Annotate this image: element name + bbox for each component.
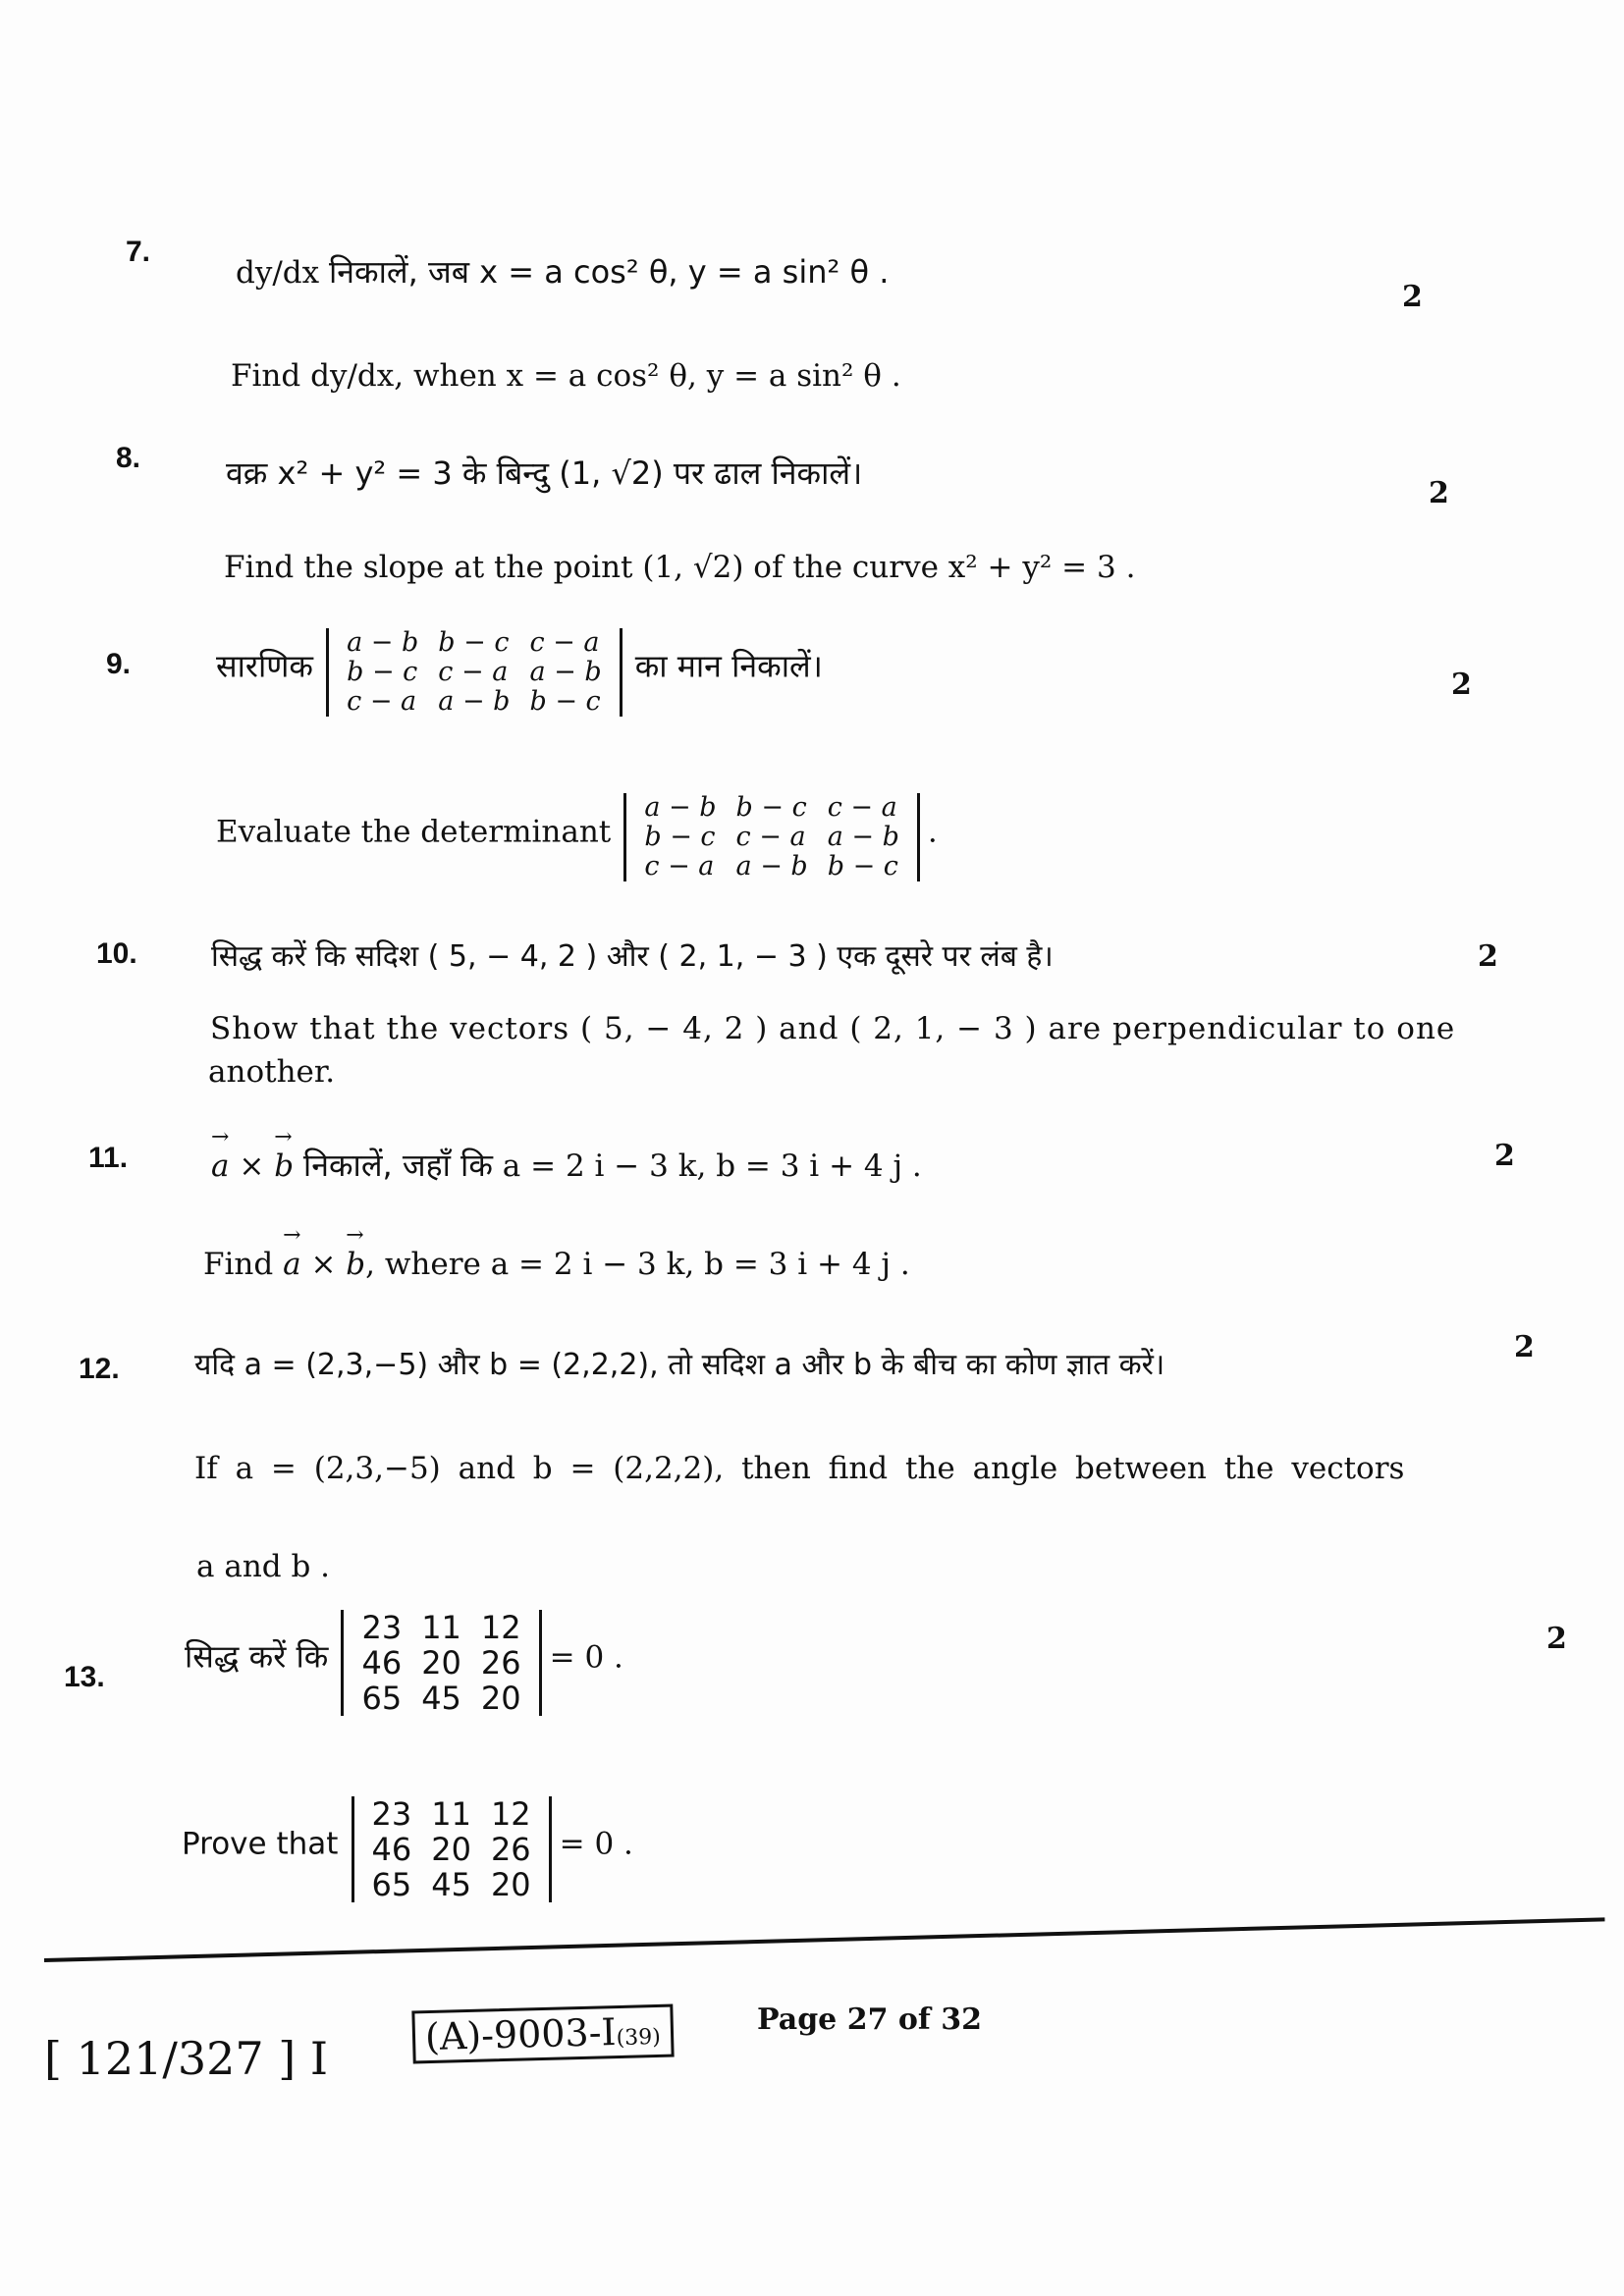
- find-label: Find: [203, 1247, 274, 1282]
- matrix-cell: 20: [480, 1680, 521, 1717]
- matrix-row: [337, 687, 612, 717]
- question-number: 8.: [116, 442, 141, 474]
- matrix-cell: 46: [371, 1831, 412, 1868]
- question-11-english: [203, 1247, 910, 1282]
- matrix-row: [352, 1681, 530, 1716]
- equals-zero: = 0 .: [549, 1639, 623, 1676]
- cross-sign: ×: [310, 1247, 337, 1282]
- question-12-english-cont: a and b .: [196, 1549, 331, 1584]
- question-9-hindi: [216, 628, 823, 717]
- derivative: dy/dx: [310, 358, 395, 394]
- matrix-cell: c − a: [644, 851, 715, 881]
- determinant: [623, 793, 920, 881]
- matrix-cell: 45: [421, 1680, 461, 1717]
- vector-b: → b: [274, 1148, 294, 1184]
- determinant: [352, 1796, 552, 1902]
- matrix-cell: 12: [480, 1609, 521, 1646]
- question-8-hindi: वक्र x² + y² = 3 के बिन्दु (1, √2) पर ढाल निकालें।: [226, 454, 863, 492]
- question-10-english-cont: another.: [208, 1054, 336, 1090]
- hindi-text: सारणिक: [216, 647, 314, 685]
- question-9-english: [216, 793, 938, 881]
- matrix-cell: b − c: [827, 851, 898, 881]
- matrix-cell: a − b: [644, 792, 717, 823]
- matrix-cell: c − a: [735, 822, 806, 852]
- matrix-cell: c − a: [347, 686, 417, 717]
- matrix-row: [352, 1645, 530, 1681]
- question-12-english: If a = (2,3,−5) and b = (2,2,2), then find the angle between the vectors: [194, 1451, 1405, 1486]
- matrix-cell: 23: [371, 1795, 412, 1833]
- vector-a: → a: [211, 1148, 229, 1184]
- set-code-box: [411, 2004, 674, 2064]
- hindi-text: सिद्ध करें कि: [185, 1637, 329, 1676]
- hindi-text: निकालें, जहाँ कि: [302, 1147, 493, 1184]
- matrix-row: [362, 1867, 541, 1902]
- question-7-hindi: [236, 250, 889, 293]
- matrix-cell: 45: [431, 1866, 471, 1903]
- matrix-cell: 20: [421, 1644, 461, 1682]
- english-text: , where: [365, 1247, 481, 1282]
- matrix-cell: a − b: [735, 851, 808, 881]
- matrix-cell: 23: [361, 1609, 403, 1646]
- cross-sign: ×: [239, 1148, 265, 1184]
- question-11-hindi: [211, 1144, 922, 1186]
- page-number: Page 27 of 32: [757, 2002, 982, 2037]
- english-text: , when x = a cos² θ, y = a sin² θ .: [394, 358, 901, 394]
- equals-zero: = 0 .: [559, 1826, 633, 1862]
- question-number: 9.: [106, 648, 132, 680]
- question-number: 10.: [96, 937, 137, 970]
- matrix-cell: c − a: [438, 657, 509, 687]
- matrix-cell: 11: [431, 1795, 471, 1833]
- determinant: [326, 628, 623, 717]
- set-code: (A)-9003-I: [424, 2010, 618, 2059]
- question-13-english: [182, 1796, 633, 1902]
- matrix-cell: b − c: [438, 627, 510, 658]
- matrix-cell: a − b: [347, 627, 419, 658]
- matrix-cell: 20: [490, 1866, 531, 1903]
- matrix-cell: 26: [480, 1644, 521, 1682]
- matrix-row: [634, 823, 909, 852]
- marks: 2: [1429, 476, 1449, 510]
- matrix-cell: b − c: [347, 657, 418, 687]
- matrix-row: [337, 658, 612, 687]
- matrix-row: [634, 793, 909, 823]
- vector-condition: a = 2 i − 3 k, b = 3 i + 4 j .: [490, 1247, 910, 1282]
- derivative: dy/dx: [236, 255, 320, 291]
- find-label: Find: [231, 358, 301, 394]
- question-13-hindi: [185, 1610, 623, 1716]
- marks: 2: [1494, 1139, 1515, 1173]
- question-12-hindi: यदि a = (2,3,−5) और b = (2,2,2), तो सदिश a और b के बीच का कोण ज्ञात करें।: [194, 1348, 1165, 1382]
- marks: 2: [1514, 1330, 1535, 1364]
- matrix-row: [337, 628, 612, 658]
- period: .: [927, 814, 938, 850]
- matrix-row: [362, 1832, 541, 1867]
- matrix-cell: b − c: [644, 822, 716, 852]
- matrix-cell: a − b: [529, 657, 602, 687]
- matrix-cell: b − c: [529, 686, 601, 717]
- english-text: Evaluate the determinant: [216, 814, 612, 850]
- matrix-cell: 65: [361, 1680, 403, 1717]
- marks: 2: [1546, 1622, 1567, 1656]
- vector-condition: a = 2 i − 3 k, b = 3 i + 4 j .: [502, 1148, 922, 1184]
- vector-a: → a: [283, 1247, 300, 1282]
- determinant: [341, 1610, 541, 1716]
- question-number: 11.: [88, 1142, 129, 1174]
- question-number: 13.: [64, 1661, 105, 1693]
- matrix-cell: 65: [371, 1866, 412, 1903]
- matrix-cell: a − b: [827, 822, 899, 852]
- question-10-hindi: सिद्ध करें कि सदिश ( 5, − 4, 2 ) और ( 2, 1, − 3 ) एक दूसरे पर लंब है।: [211, 939, 1054, 974]
- question-number: 12.: [79, 1353, 120, 1385]
- question-10-english: Show that the vectors ( 5, − 4, 2 ) and ( 2, 1, − 3 ) are perpendicular to one: [210, 1011, 1456, 1046]
- matrix-cell: c − a: [827, 792, 897, 823]
- matrix-row: [352, 1610, 530, 1645]
- matrix-row: [634, 852, 909, 881]
- marks: 2: [1402, 280, 1423, 314]
- matrix-cell: 12: [490, 1795, 531, 1833]
- matrix-cell: 20: [431, 1831, 471, 1868]
- english-text: Prove that: [182, 1826, 339, 1862]
- footer-divider: [44, 1917, 1605, 1962]
- matrix-row: [362, 1796, 541, 1832]
- matrix-cell: 46: [361, 1644, 403, 1682]
- matrix-cell: b − c: [735, 792, 807, 823]
- marks: 2: [1451, 667, 1472, 702]
- set-code-suffix: (39): [616, 2024, 662, 2052]
- matrix-cell: a − b: [438, 686, 511, 717]
- question-7-english: [231, 358, 901, 394]
- marks: 2: [1478, 939, 1498, 974]
- question-8-english: Find the slope at the point (1, √2) of the curve x² + y² = 3 .: [224, 550, 1136, 585]
- paper-code: [ 121/327 ] I: [44, 2032, 329, 2085]
- matrix-cell: c − a: [529, 627, 600, 658]
- question-number: 7.: [126, 236, 151, 268]
- matrix-cell: 26: [490, 1831, 531, 1868]
- hindi-text: का मान निकालें।: [634, 647, 823, 685]
- matrix-cell: 11: [421, 1609, 461, 1646]
- vector-b: → b: [346, 1247, 365, 1282]
- hindi-text: निकालें, जब x = a cos² θ, y = a sin² θ .: [329, 253, 890, 291]
